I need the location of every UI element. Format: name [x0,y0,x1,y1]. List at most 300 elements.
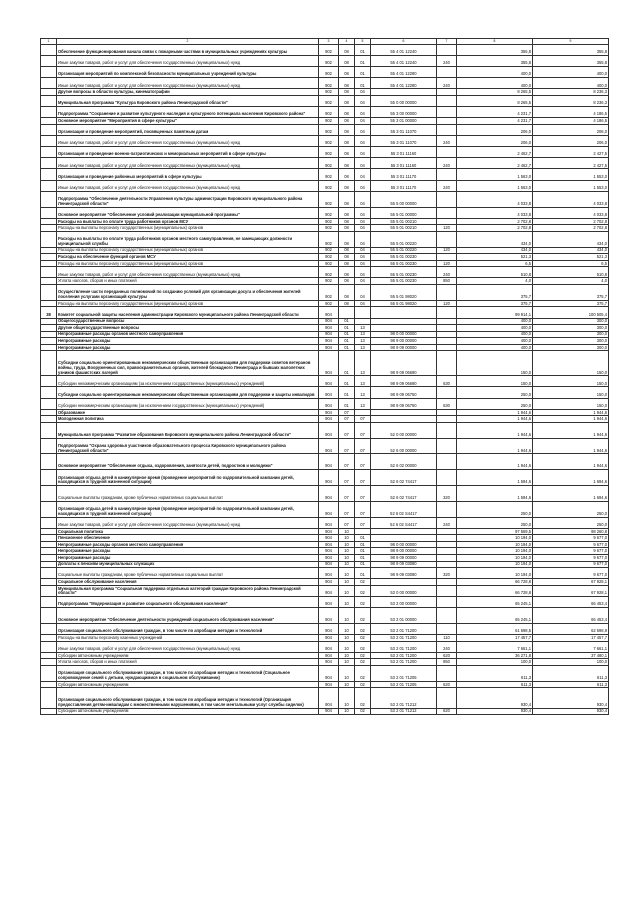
amount-year-2: 4 186,5 [533,107,609,118]
subsection-code: 13 [355,331,371,338]
amount-year-2: 1 944,6 [533,416,609,423]
row-name: Организация социального обслуживания граждан, в том числе по апробации методик и технологий [57,623,319,634]
subsection-code: 13 [355,325,371,332]
subsection-code: 04 [355,231,371,247]
amount-year-2: 1 944,6 [533,422,609,438]
subsection-code: 02 [355,641,371,652]
target-article: 53 2 01 71212 [371,708,437,715]
target-article: 55 5 01 00230 [371,260,437,267]
table-row [41,191,609,207]
row-name: Организация отдыха детей в каникулярное время (проведение мероприятий по оздоровительной кампании детей, находящихся в трудной жизненной ситуации) [57,501,319,517]
amount-year-1: 400,0 [457,344,533,351]
subsection-code: 01 [355,568,371,579]
row-name: Субсидии некоммерческим организациям (за исключением государственных (муниципальных) учреждений) [57,398,319,409]
expense-type: 620 [437,681,457,688]
expense-type [437,207,457,218]
expense-type: 620 [437,652,457,659]
expense-type: 320 [437,486,457,502]
grbs-code: 902 [319,267,339,278]
section-code: 07 [339,416,355,423]
grbs-code: 904 [319,561,339,568]
amount-year-1: 434,0 [457,231,533,247]
table-row [41,147,609,158]
grbs-code: 904 [319,652,339,659]
budget-table [40,38,609,715]
row-name: Непрограммные расходы органов местного самоуправления [57,541,319,548]
section-code: 08 [339,78,355,89]
grbs-code: 904 [319,635,339,642]
section-code: 10 [339,688,355,708]
target-article: 98 0 00 00000 [371,541,437,548]
amount-year-1: 250,0 [457,387,533,398]
amount-year-1: 150,0 [457,376,533,387]
target-article: 55 4 01 12280 [371,78,437,89]
expense-type [437,231,457,247]
row-name: Непрограммные расходы [57,548,319,555]
section-code: 08 [339,218,355,225]
amount-year-2: 1 553,0 [533,169,609,180]
table-row [41,579,609,586]
section-code: 07 [339,501,355,517]
section-code: 08 [339,225,355,232]
section-code: 10 [339,623,355,634]
expense-type [437,147,457,158]
row-index [41,95,57,106]
budget-sheet [40,38,608,715]
row-name: Социальные выплаты гражданам, кроме публичных нормативных социальных выплат [57,568,319,579]
expense-type [437,623,457,634]
target-article: 98 9 09 00000 [371,344,437,351]
section-code: 08 [339,135,355,146]
amount-year-2: 375,7 [533,285,609,301]
subsection-code: 04 [355,278,371,285]
amount-year-1: 65 245,1 [457,597,533,608]
grbs-code: 904 [319,623,339,634]
section-code: 07 [339,470,355,486]
amount-year-1: 434,0 [457,247,533,254]
amount-year-1: 510,8 [457,267,533,278]
amount-year-2: 1 944,6 [533,454,609,470]
row-name: Иные закупки товаров, работ и услуг для обеспечения государственных (муниципальных) нужд [57,517,319,528]
subsection-code: 02 [355,623,371,634]
row-name: Подпрограмма "Модернизация и развитие социального обслуживания населения" [57,597,319,608]
grbs-code: 902 [319,89,339,96]
section-code: 10 [339,568,355,579]
amount-year-2: 100 505,4 [533,307,609,318]
expense-type: 850 [437,659,457,666]
section-code: 07 [339,517,355,528]
row-name: Непрограммные расходы [57,344,319,351]
grbs-code: 902 [319,147,339,158]
grbs-code: 902 [319,78,339,89]
table-row [41,267,609,278]
table-row [41,231,609,247]
table-row [41,398,609,409]
grbs-code: 902 [319,135,339,146]
amount-year-1: 100,0 [457,659,533,666]
grbs-code: 904 [319,541,339,548]
amount-year-2: 300,0 [533,331,609,338]
target-article: 98 9 09 06750 [371,398,437,409]
grbs-code: 902 [319,254,339,261]
amount-year-1: 10 194,0 [457,541,533,548]
amount-year-1: 521,3 [457,254,533,261]
expense-type: 120 [437,260,457,267]
section-code: 08 [339,147,355,158]
grbs-code: 904 [319,351,339,376]
subsection-code: 07 [355,454,371,470]
section-code: 08 [339,285,355,301]
grbs-code: 902 [319,44,339,55]
row-name: Осуществление части переданных полномочий по созданию условий для организации досуга и обеспечения жителей поселения услугами организаций культуры [57,285,319,301]
row-name: Иные закупки товаров, работ и услуг для обеспечения государственных (муниципальных) нужд [57,641,319,652]
subsection-code: 02 [355,597,371,608]
amount-year-2: 434,0 [533,231,609,247]
subsection-code: 07 [355,470,371,486]
amount-year-1: 1 694,6 [457,486,533,502]
row-name: Субсидии социально ориентированным некоммерческим общественным организациям для поддержки советов ветеранов войны, труда, Вооруженных сил, правоохранительных органов, жителей блокадного Ленинграда и бывших малолетних узников фашистских лагерей [57,351,319,376]
amount-year-1: 4 231,7 [457,107,533,118]
table-row [41,517,609,528]
section-code: 10 [339,665,355,681]
column-number: 1 [41,39,57,45]
amount-year-2: 2 702,8 [533,218,609,225]
amount-year-2: 611,3 [533,665,609,681]
subsection-code: 13 [355,351,371,376]
target-article: 52 6 02 S4417 [371,501,437,517]
table-row [41,561,609,568]
amount-year-2: 2 427,5 [533,158,609,169]
grbs-code: 902 [319,278,339,285]
grbs-code: 902 [319,107,339,118]
row-name: Расходы на выплаты персоналу государственных (муниципальных) органов [57,260,319,267]
amount-year-1: 250,0 [457,501,533,517]
grbs-code: 904 [319,548,339,555]
row-name: Муниципальная программа "Культура Кировского района Ленинградской области" [57,95,319,106]
target-article: 52 6 02 00000 [371,454,437,470]
expense-type: 630 [437,398,457,409]
amount-year-1: 99 914,1 [457,307,533,318]
grbs-code: 904 [319,331,339,338]
row-index [41,623,57,634]
table-body [41,44,609,715]
amount-year-1: 1 944,6 [457,438,533,454]
row-index [41,124,57,135]
target-article: 98 9 09 06690 [371,376,437,387]
section-code: 10 [339,608,355,624]
table-row [41,635,609,642]
section-code: 10 [339,561,355,568]
grbs-code: 902 [319,300,339,307]
expense-type: 240 [437,180,457,191]
grbs-code: 904 [319,486,339,502]
expense-type [437,191,457,207]
subsection-code: 13 [355,398,371,409]
amount-year-1: 4 033,8 [457,191,533,207]
row-name: Иные закупки товаров, работ и услуг для обеспечения государственных (муниципальных) нужд [57,158,319,169]
amount-year-2: 355,8 [533,55,609,66]
section-code: 10 [339,641,355,652]
row-index [41,267,57,278]
row-name: Субсидии автономным учреждениям [57,681,319,688]
expense-type [437,438,457,454]
section-code: 08 [339,95,355,106]
subsection-code: 13 [355,338,371,345]
row-index [41,585,57,596]
grbs-code: 904 [319,659,339,666]
subsection-code: 02 [355,659,371,666]
expense-type [437,470,457,486]
target-article: 55 4 01 12280 [371,66,437,77]
target-article: 98 9 09 00000 [371,554,437,561]
grbs-code: 904 [319,665,339,681]
section-code: 10 [339,597,355,608]
row-name: Организация отдыха детей в каникулярное время (проведение мероприятий по оздоровительной кампании детей, находящихся в трудной жизненной ситуации) [57,470,319,486]
section-code: 07 [339,409,355,416]
subsection-code: 04 [355,180,371,191]
table-row [41,659,609,666]
target-article: 98 9 09 06690 [371,351,437,376]
table-row [41,78,609,89]
subsection-code: 04 [355,225,371,232]
table-row [41,454,609,470]
grbs-code: 904 [319,688,339,708]
row-name: Другие общегосударственные вопросы [57,325,319,332]
amount-year-1: 97 569,5 [457,528,533,535]
amount-year-1: 1 563,0 [457,180,533,191]
section-code: 01 [339,387,355,398]
target-article: 55 4 01 12240 [371,44,437,55]
expense-type: 630 [437,376,457,387]
grbs-code: 904 [319,517,339,528]
grbs-code: 904 [319,344,339,351]
expense-type: 240 [437,158,457,169]
subsection-code [355,307,371,318]
grbs-code: 904 [319,528,339,535]
grbs-code: 904 [319,318,339,325]
amount-year-1: 10 194,0 [457,561,533,568]
row-index [41,568,57,579]
row-name: Расходы на обеспечение функций органов МСУ [57,254,319,261]
grbs-code: 904 [319,597,339,608]
column-number: 7 [437,39,457,45]
table-row [41,158,609,169]
section-code: 01 [339,376,355,387]
amount-year-2: 355,8 [533,44,609,55]
subsection-code: 07 [355,438,371,454]
grbs-code: 904 [319,501,339,517]
amount-year-1: 4 033,8 [457,207,533,218]
target-article: 53 2 01 71200 [371,652,437,659]
amount-year-1: 206,0 [457,135,533,146]
amount-year-2: 206,0 [533,135,609,146]
section-code: 08 [339,169,355,180]
row-name: Организация и проведение мероприятий, посвященных памятным датам [57,124,319,135]
row-name: Расходы на выплаты персоналу государственных (муниципальных) органов [57,247,319,254]
amount-year-2: 62 698,9 [533,623,609,634]
row-name: Расходы на выплаты персоналу государственных (муниципальных) органов [57,225,319,232]
amount-year-2: 375,7 [533,300,609,307]
amount-year-2: 930,4 [533,708,609,715]
row-name: Расходы на выплаты по оплате труда работников органов местного самоуправления, не замещающих должности муниципальной службы [57,231,319,247]
expense-type: 850 [437,278,457,285]
row-name: Подпрограмма "Сохранение и развитие культурного наследия и культурного потенциала населения Кировского района" [57,107,319,118]
amount-year-1: 1 944,6 [457,416,533,423]
table-row [41,247,609,254]
amount-year-1: 1 694,6 [457,470,533,486]
subsection-code: 02 [355,708,371,715]
row-name: Муниципальная программа "Социальная поддержка отдельных категорий граждан Кировского района Ленинградской области" [57,585,319,596]
section-code: 01 [339,398,355,409]
amount-year-1: 10 194,0 [457,554,533,561]
amount-year-2: 930,4 [533,688,609,708]
grbs-code: 902 [319,247,339,254]
table-row [41,641,609,652]
subsection-code: 01 [355,561,371,568]
table-row [41,486,609,502]
amount-year-2: 9 677,0 [533,541,609,548]
grbs-code: 902 [319,207,339,218]
row-index [41,180,57,191]
target-article: 55 5 01 00210 [371,225,437,232]
amount-year-1: 250,0 [457,517,533,528]
row-name: Субсидии социально ориентированным некоммерческим общественным организациям для поддержки и защиты инвалидов [57,387,319,398]
grbs-code: 904 [319,641,339,652]
amount-year-2: 2 427,5 [533,147,609,158]
amount-year-2: 400,0 [533,78,609,89]
amount-year-2: 150,0 [533,376,609,387]
amount-year-2: 9 677,0 [533,561,609,568]
expense-type [437,169,457,180]
target-article: 53 2 01 71200 [371,641,437,652]
target-article: 98 9 09 06750 [371,387,437,398]
table-row [41,307,609,318]
subsection-code: 07 [355,517,371,528]
row-index [41,438,57,454]
expense-type: 120 [437,225,457,232]
target-article: 98 9 09 03080 [371,561,437,568]
grbs-code: 904 [319,579,339,586]
table-row [41,55,609,66]
section-code: 01 [339,331,355,338]
amount-year-2: 9 677,0 [533,554,609,561]
section-code: 08 [339,180,355,191]
table-row [41,438,609,454]
table-row [41,351,609,376]
table-row [41,95,609,106]
row-name: Организация и проведение военно-патриотических и мемориальных мероприятий в сфере культуры [57,147,319,158]
section-code: 01 [339,338,355,345]
table-row [41,665,609,681]
section-code: 10 [339,652,355,659]
amount-year-1: 150,0 [457,351,533,376]
target-article: 55 3 01 11070 [371,124,437,135]
subsection-code: 04 [355,118,371,125]
target-article: 98 9 00 00000 [371,548,437,555]
expense-type [437,454,457,470]
grbs-code: 902 [319,124,339,135]
table-row [41,169,609,180]
target-article: 55 5 00 00000 [371,191,437,207]
table-row [41,681,609,688]
table-row [41,688,609,708]
target-article: 53 0 00 00000 [371,585,437,596]
amount-year-1: 250,0 [457,398,533,409]
table-row [41,66,609,77]
expense-type [437,66,457,77]
subsection-code: 01 [355,78,371,89]
amount-year-2: 150,0 [533,387,609,398]
row-name: Организация мероприятий по комплексной безопасности муниципальных учреждений культуры [57,66,319,77]
table-row [41,285,609,301]
row-name: Субсидии автономным учреждениям [57,652,319,659]
row-index [41,55,57,66]
table-row [41,501,609,517]
target-article: 55 4 01 12240 [371,55,437,66]
amount-year-1: 400,0 [457,318,533,325]
amount-year-2: 300,0 [533,318,609,325]
row-index [41,398,57,409]
amount-year-1: 1 563,0 [457,169,533,180]
row-index [41,66,57,77]
subsection-code: 04 [355,147,371,158]
expense-type [437,387,457,398]
amount-year-1: 2 702,8 [457,225,533,232]
column-number: 2 [57,39,319,45]
table-row [41,300,609,307]
expense-type [437,665,457,681]
row-index [41,597,57,608]
row-name: Молодежная политика [57,416,319,423]
amount-year-1: 611,3 [457,665,533,681]
table-row [41,218,609,225]
subsection-code: 13 [355,376,371,387]
row-name: Основное мероприятие "Обеспечение условий реализации муниципальной программы" [57,207,319,218]
amount-year-2: 100,0 [533,659,609,666]
expense-type: 240 [437,135,457,146]
amount-year-1: 6,5 [457,260,533,267]
table-row [41,387,609,398]
target-article: 53 2 01 71200 [371,635,437,642]
column-number: 8 [457,39,533,45]
subsection-code: 07 [355,486,371,502]
grbs-code: 902 [319,169,339,180]
amount-year-1: 36 271,8 [457,652,533,659]
subsection-code: 07 [355,422,371,438]
subsection-code: 07 [355,416,371,423]
table-row [41,124,609,135]
row-name: Иные закупки товаров, работ и услуг для обеспечения государственных (муниципальных) нужд [57,55,319,66]
subsection-code: 01 [355,541,371,548]
amount-year-1: 930,4 [457,708,533,715]
amount-year-1: 7 661,1 [457,641,533,652]
grbs-code: 904 [319,409,339,416]
section-code: 08 [339,89,355,96]
amount-year-2: 67 928,1 [533,579,609,586]
table-row [41,470,609,486]
target-article: 55 3 01 11170 [371,180,437,191]
amount-year-2: 9 677,0 [533,548,609,555]
subsection-code: 04 [355,95,371,106]
row-index: 38 [41,307,57,318]
grbs-code: 904 [319,416,339,423]
section-code: 08 [339,124,355,135]
grbs-code: 904 [319,376,339,387]
grbs-code: 904 [319,585,339,596]
amount-year-1: 61 698,5 [457,623,533,634]
section-code: 08 [339,231,355,247]
amount-year-2: 7 661,1 [533,641,609,652]
